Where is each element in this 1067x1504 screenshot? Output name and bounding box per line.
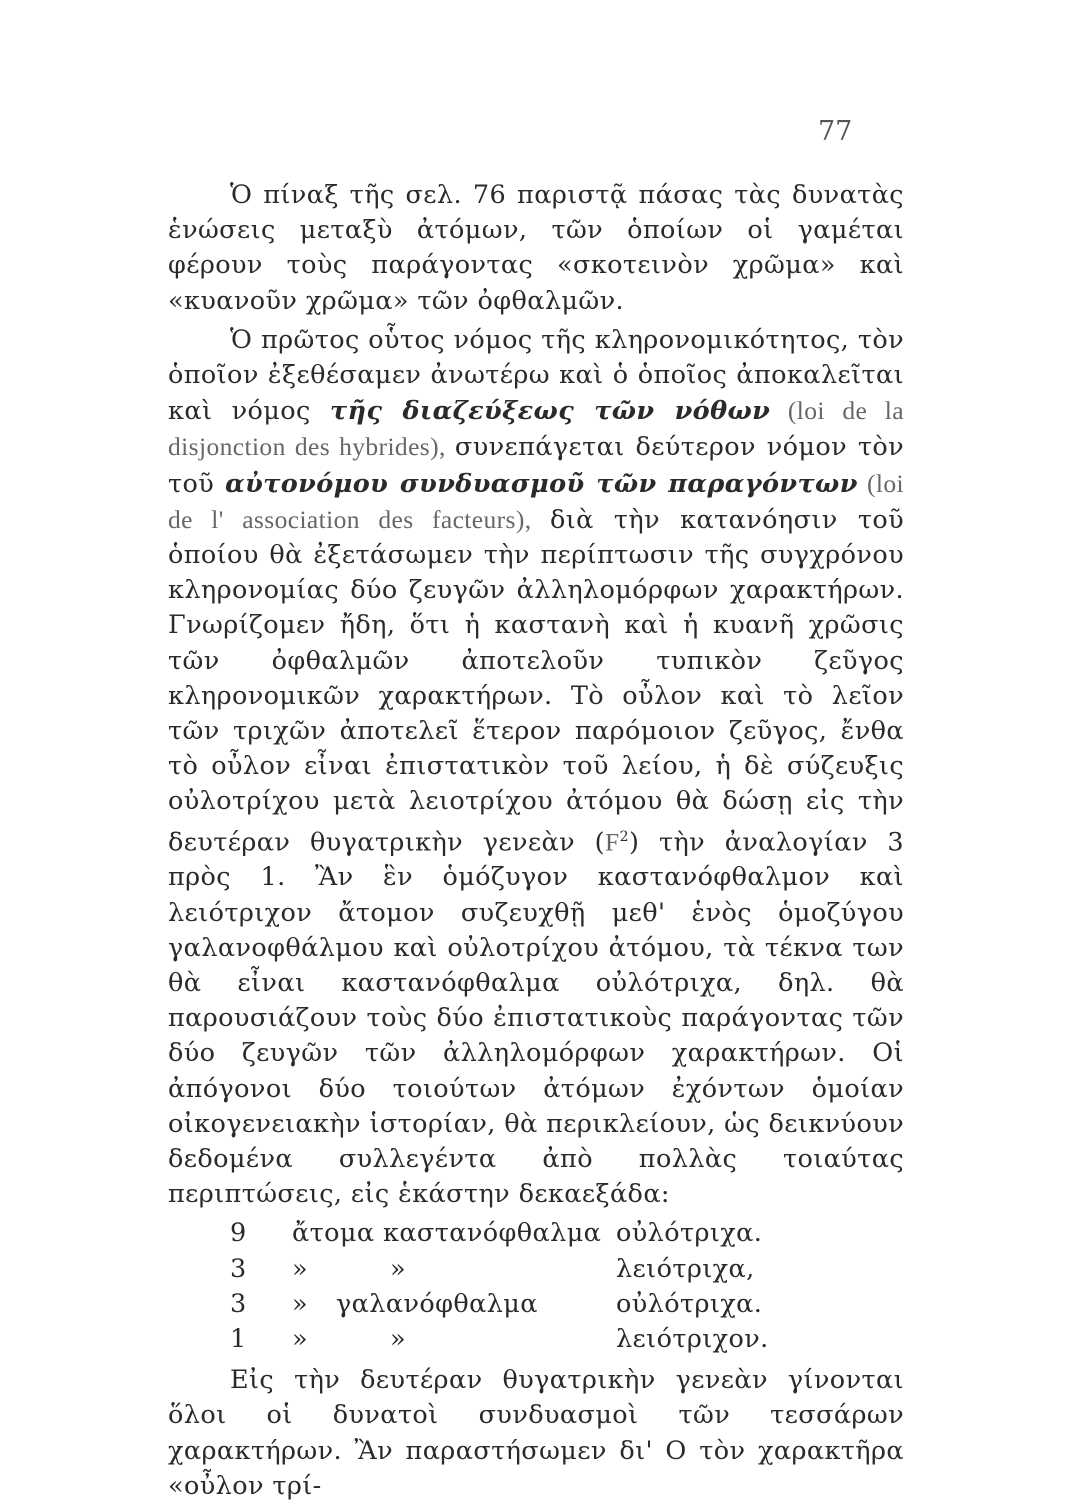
tally-row xyxy=(168,1252,904,1287)
tally-eyes: γαλανόφθαλμα xyxy=(336,1288,538,1319)
term-disjunction: τῆς διαζεύξεως τῶν νόθων xyxy=(329,396,771,427)
paragraph-2 xyxy=(168,323,904,1213)
page-number: 77 xyxy=(818,116,853,147)
ditto-mark: » xyxy=(292,1323,309,1354)
ditto-mark: » xyxy=(292,1288,309,1319)
tally-eyes: » xyxy=(390,1253,407,1284)
offspring-tally xyxy=(168,1216,904,1357)
tally-hair: λειότριχον. xyxy=(616,1323,769,1354)
tally-row xyxy=(168,1287,904,1322)
tally-count: 1 xyxy=(230,1323,247,1354)
generation-superscript: 2 xyxy=(619,828,629,845)
paragraph-2-part-3: διὰ τὴν κατανόησιν τοῦ ὁποίου θὰ ἐξετάσωμεν τὴν περίπτωσιν τῆς συγχρόνου κληρονομίας δύο ζευγῶν ἀλληλομόρφων χαρακτήρων. Γνωρίζομεν ἤδη, ὅτι ἡ καστανὴ καὶ ἡ κυανῆ χρῶσις τῶν ὀφθαλμῶν ἀποτελοῦν τυπικὸν ζεῦγος κληρονομικῶν χαρακτήρων. Τὸ οὖλον καὶ τὸ λεῖον τῶν τριχῶν ἀποτελεῖ ἕτερον παρόμοιον ζεῦγος, ἔνθα τὸ οὖλον εἶναι ἐπιστατικὸν τοῦ λείου, ἡ δὲ σύζευξις οὐλοτρίχου μετὰ λειοτρίχου ἀτόμου θὰ δώσῃ εἰς τὴν δευτέραν θυγατρικὴν γενεὰν ( xyxy=(168,504,904,858)
tally-count: 3 xyxy=(230,1288,247,1319)
paragraph-2-part-1: Ὁ πρῶτος οὗτος νόμος τῆς κληρονομικότητος, τὸν ὁποῖον ἐξεθέσαμεν ἀνωτέρω καὶ ὁ ὁποῖος ἀποκαλεῖται καὶ νόμος xyxy=(168,324,904,427)
paragraph-1: Ὁ πίναξ τῆς σελ. 76 παριστᾷ πάσας τὰς δυνατὰς ἑνώσεις μεταξὺ ἀτόμων, τῶν ὁποίων οἱ γαμέται φέρουν τοὺς παράγοντας «σκοτεινὸν χρῶμα» καὶ «κυανοῦν χρῶμα» τῶν ὀφθαλμῶν. xyxy=(168,180,904,316)
tally-row xyxy=(168,1322,904,1357)
tally-hair: οὐλότριχα. xyxy=(616,1288,763,1319)
tally-row xyxy=(168,1216,904,1251)
tally-hair: λειότριχα, xyxy=(616,1253,755,1284)
paragraph-2-part-4: ) τὴν ἀναλογίαν 3 πρὸς 1. Ἂν ἓν ὁμόζυγον καστανόφθαλμον καὶ λειότριχον ἄτομον συζευχθῇ μεθ' ἑνὸς ὁμοζύγου γαλανοφθάλμου καὶ οὐλοτρίχου ἀτόμου, τὰ τέκνα των θὰ εἶναι καστανόφθαλμα οὐλότριχα, δηλ. θὰ παρουσιάζουν τοὺς δύο ἐπιστατικοὺς παράγοντας τῶν δύο ζευγῶν τῶν ἀλληλομόρφων χαρακτήρων. Οἱ ἀπόγονοι δύο τοιούτων ἀτόμων ἐχόντων ὁμοίαν οἰκογενειακὴν ἱστορίαν, θὰ περικλείουν, ὡς δεικνύουν δεδομένα συλλεγέντα ἀπὸ πολλὰς τοιαύτας περιπτώσεις, εἰς ἑκάστην δεκαεξάδα: xyxy=(168,827,905,1210)
latin-term-association: (loi de l' association des facteurs), xyxy=(168,468,904,534)
generation-symbol: F xyxy=(605,827,620,857)
tally-hair: οὐλότριχα. xyxy=(616,1218,763,1249)
term-association: αὐτονόμου συνδυασμοῦ τῶν παραγόντων xyxy=(225,468,858,499)
tally-count: 9 xyxy=(230,1218,247,1249)
ditto-mark: » xyxy=(292,1253,309,1284)
tally-count: 3 xyxy=(230,1253,247,1284)
latin-term-disjonction: (loi de la disjonction des hybrides), xyxy=(168,396,904,462)
tally-eyes: ἄτομα καστανόφθαλμα xyxy=(292,1218,602,1249)
tally-eyes: » xyxy=(390,1323,407,1354)
paragraph-2-part-2: συνεπάγεται δεύτερον νόμον τὸν τοῦ xyxy=(168,432,904,499)
body-text xyxy=(168,178,904,1504)
paragraph-3: Εἰς τὴν δευτέραν θυγατρικὴν γενεὰν γίνονται ὅλοι οἱ δυνατοὶ συνδυασμοὶ τῶν τεσσάρων χαρακτήρων. Ἂν παραστήσωμεν δι' Ο τὸν χαρακτῆρα «οὖλον τρί- xyxy=(168,1365,904,1501)
